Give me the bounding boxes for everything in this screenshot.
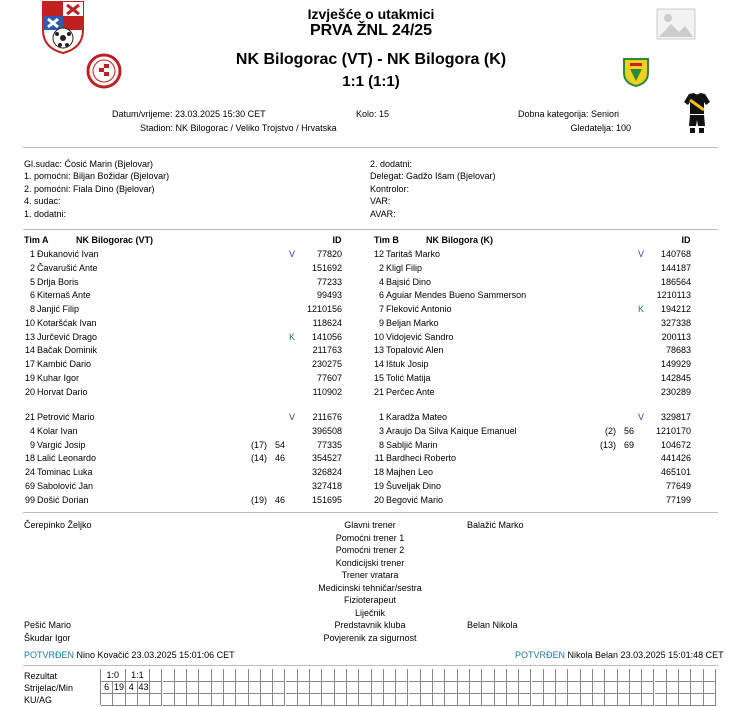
player-row bbox=[17, 439, 347, 452]
official-line: Gl.sudac: Ćosić Marin (Bjelovar) bbox=[24, 159, 154, 169]
substitution-minute: 56 bbox=[623, 425, 634, 436]
player-row bbox=[17, 344, 347, 357]
grid-cell bbox=[593, 693, 605, 706]
player-number: 2 bbox=[378, 262, 384, 273]
grid-cell bbox=[187, 693, 199, 706]
team-b-confirmation bbox=[515, 650, 724, 661]
player-name: Petrović Mario bbox=[37, 412, 95, 422]
grid-cell bbox=[273, 693, 285, 706]
referee-kit-icon bbox=[683, 92, 711, 134]
scorer-cell: 6 bbox=[101, 681, 113, 694]
player-row bbox=[366, 276, 696, 289]
player-id: 151692 bbox=[311, 262, 342, 273]
player-id: 110902 bbox=[312, 386, 342, 397]
player-role-mark: V bbox=[638, 412, 645, 422]
player-row bbox=[17, 411, 347, 424]
player-role-mark: V bbox=[289, 412, 296, 422]
substitution-for: (14) bbox=[250, 453, 267, 464]
player-id: 230275 bbox=[311, 359, 342, 369]
staff-role-label: Povjerenik za sigurnost bbox=[323, 632, 417, 643]
player-name: Kolar Ivan bbox=[37, 425, 78, 436]
grid-label-result: Rezultat bbox=[24, 671, 58, 681]
player-id: 118624 bbox=[312, 317, 342, 328]
team-b-label: Tim B bbox=[374, 235, 399, 245]
player-number: 14 bbox=[373, 359, 384, 369]
result-cell: 1:1 bbox=[126, 669, 151, 682]
player-number: 21 bbox=[373, 386, 384, 397]
player-row bbox=[366, 262, 696, 275]
player-name: Jurčević Drago bbox=[37, 331, 98, 342]
player-id: 149929 bbox=[660, 359, 691, 369]
substitution-for: (17) bbox=[250, 439, 267, 450]
substitution-for: (2) bbox=[605, 425, 616, 436]
player-number: 3 bbox=[378, 425, 384, 436]
player-id: 230289 bbox=[660, 386, 691, 397]
player-row bbox=[366, 386, 696, 399]
player-id: 200113 bbox=[661, 331, 691, 342]
player-id: 151695 bbox=[311, 494, 342, 505]
player-row bbox=[366, 358, 696, 371]
substitution-for: (19) bbox=[250, 494, 267, 505]
player-name: Begović Mario bbox=[386, 494, 444, 505]
match-round: Kolo: 15 bbox=[356, 109, 390, 119]
player-id: 142845 bbox=[660, 372, 691, 383]
grid-cell bbox=[409, 693, 421, 706]
grid-cell bbox=[667, 693, 679, 706]
divider bbox=[23, 147, 718, 148]
player-name: Vidojević Sandro bbox=[386, 331, 454, 342]
player-number: 14 bbox=[24, 345, 35, 356]
player-number: 18 bbox=[373, 467, 384, 477]
player-id: 77820 bbox=[316, 249, 342, 259]
grid-cell bbox=[126, 693, 138, 706]
grid-cell bbox=[433, 693, 445, 706]
player-id: 77233 bbox=[316, 276, 342, 287]
player-row bbox=[17, 452, 347, 465]
scorer-cell: 43 bbox=[138, 682, 149, 692]
player-id: 77649 bbox=[665, 480, 691, 491]
grid-label-cards: KU/AG bbox=[24, 695, 53, 705]
player-id: 1210156 bbox=[306, 304, 342, 314]
grid-cell bbox=[642, 693, 654, 706]
player-number: 21 bbox=[24, 412, 35, 422]
stadium: Stadion: NK Bilogorac / Veliko Trojstvo / Hrvatska bbox=[140, 123, 337, 133]
grid-cell bbox=[322, 693, 334, 706]
player-row bbox=[366, 411, 696, 424]
player-row bbox=[366, 303, 696, 316]
staff-role-label: Kondicijski trener bbox=[335, 557, 405, 568]
grid-label-scorer: Strijelac/Min bbox=[24, 683, 74, 693]
grid-cell bbox=[532, 693, 544, 706]
divider bbox=[23, 229, 718, 230]
grid-cell bbox=[519, 693, 531, 706]
player-id: 77199 bbox=[665, 494, 691, 505]
player-name: Bajsić Dino bbox=[386, 276, 432, 287]
grid-cell bbox=[581, 693, 593, 706]
match-datetime: Datum/vrijeme: 23.03.2025 15:30 CET bbox=[112, 109, 266, 119]
match-score: 1:1 (1:1) bbox=[342, 73, 400, 90]
official-line: 2. pomoćni: Fiala Dino (Bjelovar) bbox=[24, 183, 155, 194]
player-id: 144187 bbox=[660, 262, 691, 273]
player-number: 1 bbox=[378, 412, 384, 422]
player-number: 17 bbox=[24, 359, 35, 369]
player-id: 104672 bbox=[660, 439, 691, 450]
player-number: 1 bbox=[29, 249, 35, 259]
player-row bbox=[17, 386, 347, 399]
player-row bbox=[17, 480, 347, 493]
substitution-minute: 46 bbox=[274, 453, 285, 464]
player-name: Perčec Ante bbox=[386, 386, 435, 397]
league-title: PRVA ŽNL 24/25 bbox=[309, 22, 433, 39]
player-id: 1210170 bbox=[655, 425, 691, 436]
player-name: Aguiar Mendes Bueno Sammerson bbox=[386, 290, 527, 301]
official-line: 4. sudac: bbox=[24, 196, 61, 207]
player-name: Drlja Boris bbox=[37, 276, 79, 287]
player-name: Sabolović Jan bbox=[37, 480, 94, 491]
official-line: VAR: bbox=[370, 196, 391, 207]
grid-cell bbox=[212, 693, 224, 706]
player-id: 194212 bbox=[660, 304, 691, 314]
player-row bbox=[17, 372, 347, 385]
player-row bbox=[366, 317, 696, 330]
player-id: 354527 bbox=[311, 453, 342, 464]
team-a-id-header: ID bbox=[332, 235, 342, 245]
player-id: 396508 bbox=[311, 425, 342, 436]
player-row bbox=[17, 248, 347, 261]
grid-cell bbox=[261, 693, 273, 706]
player-number: 20 bbox=[24, 386, 35, 397]
player-id: 465101 bbox=[660, 467, 691, 477]
player-name: Bardheci Roberto bbox=[386, 453, 457, 464]
player-name: Majhen Leo bbox=[386, 467, 434, 477]
player-row bbox=[17, 317, 347, 330]
substitution-for: (13) bbox=[599, 439, 616, 450]
grid-cell bbox=[359, 693, 371, 706]
grid-cell bbox=[236, 693, 248, 706]
confirmation-text: Nino Kovačić 23.03.2025 15:01:06 CET bbox=[76, 650, 235, 660]
player-row bbox=[366, 480, 696, 493]
player-row bbox=[17, 276, 347, 289]
confirmed-label: POTVRĐEN bbox=[24, 650, 75, 660]
confirmed-label: POTVRĐEN bbox=[515, 650, 566, 660]
player-name: Araujo Da Silva Kaique Emanuel bbox=[386, 425, 517, 436]
grid-cell bbox=[335, 693, 347, 706]
player-id: 99493 bbox=[316, 290, 342, 301]
player-number: 2 bbox=[29, 262, 35, 273]
player-number: 4 bbox=[378, 276, 384, 287]
grid-cell bbox=[396, 693, 408, 706]
player-number: 6 bbox=[378, 290, 384, 301]
player-id: 441426 bbox=[660, 453, 691, 464]
player-row bbox=[17, 466, 347, 479]
player-row bbox=[17, 358, 347, 371]
grid-cell bbox=[175, 693, 187, 706]
player-id: 78683 bbox=[665, 345, 691, 356]
player-number: 7 bbox=[378, 304, 384, 314]
team-a-name: NK Bilogorac (VT) bbox=[76, 235, 154, 245]
player-number: 4 bbox=[29, 425, 35, 436]
team-a-security: Škudar Igor bbox=[24, 633, 71, 643]
player-number: 19 bbox=[373, 480, 384, 491]
grid-cell bbox=[507, 693, 519, 706]
attendance: Gledatelja: 100 bbox=[570, 123, 631, 133]
player-name: Kiternaš Ante bbox=[37, 290, 91, 301]
grid-cell bbox=[150, 693, 162, 706]
grid-cell bbox=[163, 693, 175, 706]
player-row bbox=[366, 494, 696, 507]
age-category: Dobna kategorija: Seniori bbox=[518, 109, 620, 119]
player-number: 10 bbox=[373, 331, 384, 342]
player-row bbox=[17, 262, 347, 275]
player-number: 8 bbox=[29, 304, 35, 314]
player-number: 13 bbox=[373, 345, 384, 356]
grid-cell bbox=[544, 693, 556, 706]
grid-cell bbox=[495, 693, 507, 706]
player-number: 24 bbox=[24, 467, 35, 477]
grid-cell bbox=[655, 693, 667, 706]
grid-cell bbox=[605, 693, 617, 706]
player-row bbox=[17, 331, 347, 344]
player-number: 9 bbox=[29, 439, 35, 450]
player-row bbox=[366, 439, 696, 452]
player-name: Lalić Leonardo bbox=[37, 453, 97, 464]
team-a-club-rep: Pešić Mario bbox=[24, 620, 72, 630]
staff-role-label: Pomoćni trener 1 bbox=[335, 532, 405, 543]
player-id: 329817 bbox=[660, 412, 691, 422]
player-id: 211763 bbox=[312, 345, 342, 356]
player-number: 15 bbox=[373, 372, 384, 383]
player-id: 327418 bbox=[311, 480, 342, 491]
player-id: 77335 bbox=[316, 439, 342, 450]
player-name: Ištuk Josip bbox=[386, 359, 429, 369]
official-line: 1. dodatni: bbox=[24, 208, 67, 219]
player-name: Kuhar Igor bbox=[37, 372, 80, 383]
player-name: Tominac Luka bbox=[37, 467, 93, 477]
player-number: 99 bbox=[24, 494, 35, 505]
player-name: Horvat Dario bbox=[37, 386, 88, 397]
official-line: Delegat: Gadžo Išam (Bjelovar) bbox=[370, 171, 496, 182]
player-number: 10 bbox=[24, 317, 35, 328]
grid-cell bbox=[691, 693, 703, 706]
team-b-name: NK Bilogora (K) bbox=[426, 235, 493, 245]
team-b-club-rep: Belan Nikola bbox=[467, 620, 518, 630]
player-name: Kotaršćak Ivan bbox=[37, 317, 97, 328]
player-row bbox=[17, 289, 347, 302]
player-id: 327338 bbox=[660, 317, 691, 328]
player-number: 69 bbox=[24, 480, 35, 491]
player-number: 12 bbox=[373, 249, 384, 259]
player-name: Vargić Josip bbox=[37, 439, 86, 450]
player-number: 20 bbox=[373, 494, 384, 505]
player-name: Đukanović Ivan bbox=[37, 249, 99, 259]
player-id: 211676 bbox=[312, 412, 342, 422]
player-name: Taritaš Marko bbox=[386, 249, 441, 259]
player-row bbox=[17, 303, 347, 316]
player-name: Kambić Dario bbox=[37, 359, 92, 369]
divider bbox=[23, 665, 718, 666]
player-name: Topalović Alen bbox=[386, 345, 444, 356]
player-number: 13 bbox=[24, 331, 35, 342]
official-line: 2. dodatni: bbox=[370, 159, 413, 169]
player-row bbox=[366, 344, 696, 357]
grid-cell bbox=[458, 693, 470, 706]
player-row bbox=[17, 425, 347, 438]
grid-cell bbox=[224, 693, 236, 706]
player-row bbox=[366, 331, 696, 344]
official-line: Kontrolor: bbox=[370, 183, 410, 194]
grid-cell bbox=[704, 693, 716, 706]
official-line: AVAR: bbox=[370, 208, 396, 219]
player-id: 141056 bbox=[311, 331, 342, 342]
player-number: 18 bbox=[24, 453, 35, 464]
scorer-cell: 4 bbox=[126, 681, 138, 694]
player-name: Beljan Marko bbox=[386, 317, 439, 328]
player-number: 6 bbox=[29, 290, 35, 301]
grid-cell bbox=[310, 693, 322, 706]
substitution-minute: 54 bbox=[274, 439, 285, 450]
player-id: 186564 bbox=[660, 276, 691, 287]
grid-cell bbox=[679, 693, 691, 706]
player-name: Bačak Dominik bbox=[37, 345, 98, 356]
grid-cell bbox=[556, 693, 568, 706]
player-id: 1210113 bbox=[656, 290, 691, 301]
grid-cell bbox=[249, 693, 261, 706]
player-name: Kligl Filip bbox=[386, 262, 423, 273]
player-row bbox=[366, 466, 696, 479]
player-name: Sabljić Marin bbox=[386, 439, 438, 450]
substitution-minute: 46 bbox=[274, 494, 285, 505]
player-row bbox=[366, 452, 696, 465]
grid-cell bbox=[138, 693, 150, 706]
confirmation-text: Nikola Belan 23.03.2025 15:01:48 CET bbox=[567, 650, 724, 660]
player-number: 5 bbox=[29, 276, 35, 287]
team-b-head-coach: Balažić Marko bbox=[467, 520, 524, 530]
player-name: Došić Dorian bbox=[37, 494, 89, 505]
team-b-id-header: ID bbox=[681, 235, 691, 245]
player-role-mark: K bbox=[289, 331, 296, 342]
staff-role-label: Liječnik bbox=[354, 607, 385, 618]
grid-cell bbox=[347, 693, 359, 706]
grid-cell bbox=[101, 693, 113, 706]
official-line: 1. pomoćni: Biljan Božidar (Bjelovar) bbox=[24, 171, 170, 182]
grid-cell bbox=[384, 693, 396, 706]
grid-cell bbox=[618, 693, 630, 706]
player-name: Janjić Filip bbox=[37, 304, 80, 314]
player-row bbox=[366, 248, 696, 261]
grid-cell bbox=[470, 693, 482, 706]
staff-role-label: Trener vratara bbox=[341, 570, 399, 580]
grid-cell bbox=[286, 693, 298, 706]
staff-role-label: Pomoćni trener 2 bbox=[335, 545, 405, 555]
officials-left bbox=[24, 159, 169, 221]
player-number: 9 bbox=[378, 317, 384, 328]
team-a-label: Tim A bbox=[24, 235, 49, 245]
player-name: Tolić Matija bbox=[386, 372, 431, 383]
grid-cell bbox=[445, 693, 457, 706]
player-role-mark: V bbox=[638, 249, 645, 259]
grid-cell bbox=[630, 693, 642, 706]
player-id: 326824 bbox=[311, 467, 342, 477]
divider bbox=[23, 512, 718, 513]
player-row bbox=[17, 494, 347, 507]
player-row bbox=[366, 425, 696, 438]
player-role-mark: K bbox=[638, 304, 645, 314]
player-number: 8 bbox=[378, 439, 384, 450]
staff-role-label: Fizioterapeut bbox=[343, 595, 397, 605]
officials-right bbox=[370, 159, 496, 221]
team-a-head-coach: Čerepinko Željko bbox=[24, 520, 92, 530]
player-id: 77607 bbox=[316, 372, 342, 383]
player-role-mark: V bbox=[289, 249, 296, 259]
grid-cell bbox=[298, 693, 310, 706]
player-name: Fleković Antonio bbox=[386, 304, 452, 314]
player-name: Čavarušić Ante bbox=[37, 262, 98, 273]
staff-role-label: Glavni trener bbox=[344, 520, 396, 530]
staff-role-label: Medicinski tehničar/sestra bbox=[318, 582, 422, 593]
score-grid bbox=[100, 669, 718, 705]
grid-cell bbox=[199, 693, 211, 706]
player-name: Šuveljak Dino bbox=[386, 480, 442, 491]
player-row bbox=[366, 372, 696, 385]
player-name: Karadža Mateo bbox=[386, 412, 448, 422]
report-title: Izvješće o utakmici bbox=[307, 6, 435, 22]
team-a-confirmation bbox=[24, 650, 235, 661]
grid-cell bbox=[113, 693, 125, 706]
match-title: NK Bilogorac (VT) - NK Bilogora (K) bbox=[235, 51, 507, 68]
substitution-minute: 69 bbox=[623, 439, 634, 450]
grid-cell bbox=[372, 693, 384, 706]
player-number: 19 bbox=[24, 372, 35, 383]
player-id: 140768 bbox=[660, 249, 691, 259]
player-row bbox=[366, 289, 696, 302]
grid-cell bbox=[568, 693, 580, 706]
grid-cell bbox=[421, 693, 433, 706]
scorer-cell: 19 bbox=[113, 682, 124, 692]
staff-role-label: Predstavnik kluba bbox=[334, 620, 406, 630]
player-number: 11 bbox=[374, 453, 384, 464]
grid-cell bbox=[482, 693, 494, 706]
result-cell: 1:0 bbox=[101, 669, 126, 682]
